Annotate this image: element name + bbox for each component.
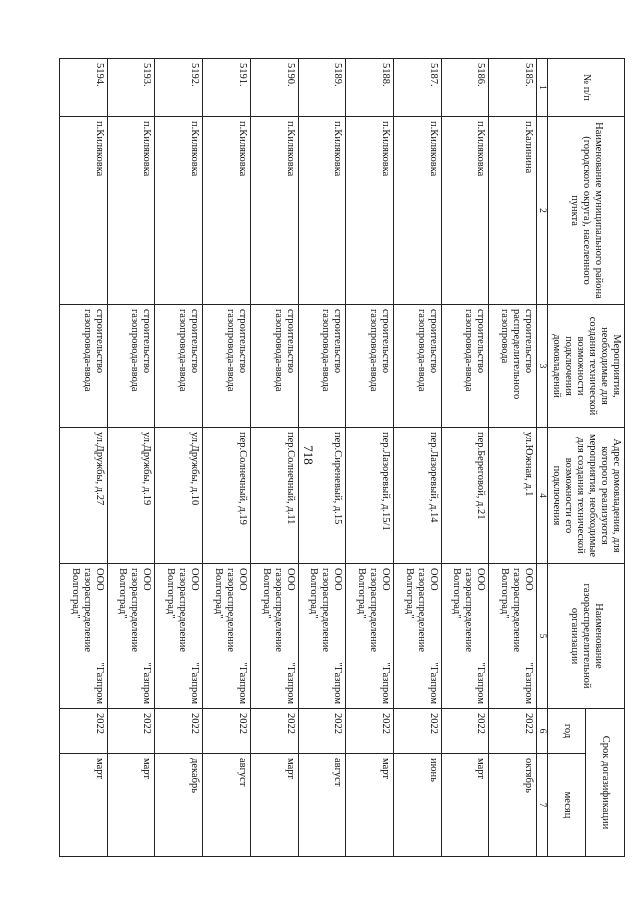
row-number: 5189. — [298, 59, 346, 117]
row-number: 5191. — [203, 59, 251, 117]
column-number: 6 — [537, 709, 548, 754]
row-measure: строительство газопровода-ввода — [298, 305, 346, 428]
header-measures: Мероприятия, необходимые для создания технической возможности подключения домовладений — [548, 305, 625, 428]
row-month: октябрь — [489, 754, 537, 857]
row-address: пер.Лазоревый, д.14 — [393, 428, 441, 564]
table-row — [250, 59, 298, 857]
table-row — [60, 59, 108, 857]
table-row — [298, 59, 346, 857]
row-month: март — [107, 754, 155, 857]
row-org: ООО "Газпром газораспределение Волгоград" — [441, 564, 489, 709]
row-month: март — [346, 754, 394, 857]
header-address: Адрес домовладения, для которого реализуются мероприятия, необходимые для создания технической возможности его подключения — [548, 428, 625, 564]
row-org: ООО "Газпром газораспределение Волгоград" — [107, 564, 155, 709]
row-org: ООО "Газпром газораспределение Волгоград" — [155, 564, 203, 709]
row-month: март — [250, 754, 298, 857]
page-number: 718 — [301, 445, 316, 465]
row-address: ул.Дружбы, д.27 — [60, 428, 108, 564]
row-year: 2022 — [393, 709, 441, 754]
row-address: пер.Солнечный, д.19 — [203, 428, 251, 564]
header-row — [586, 59, 625, 857]
column-number-row — [537, 59, 548, 857]
row-month: март — [60, 754, 108, 857]
row-month: декабрь — [155, 754, 203, 857]
row-org: ООО "Газпром газораспределение Волгоград" — [250, 564, 298, 709]
row-address: пер.Солнечный, д.11 — [250, 428, 298, 564]
row-number: 5186. — [441, 59, 489, 117]
row-month: август — [203, 754, 251, 857]
row-number: 5193. — [107, 59, 155, 117]
row-address: ул.Дружбы, д.10 — [155, 428, 203, 564]
row-address: пер.Сиреневый, д.15 — [298, 428, 346, 564]
gasification-table — [59, 58, 625, 857]
row-year: 2022 — [60, 709, 108, 754]
row-month: август — [298, 754, 346, 857]
row-locality: п.Киляковка — [346, 117, 394, 305]
header-year: год — [548, 709, 587, 754]
row-org: ООО "Газпром газораспределение Волгоград" — [60, 564, 108, 709]
row-locality: п.Калинина — [489, 117, 537, 305]
row-measure: строительство газопровода-ввода — [107, 305, 155, 428]
row-year: 2022 — [155, 709, 203, 754]
row-locality: п.Киляковка — [393, 117, 441, 305]
column-number: 7 — [537, 754, 548, 857]
header-num: № п/п — [548, 59, 625, 117]
column-number: 1 — [537, 59, 548, 117]
column-number: 3 — [537, 305, 548, 428]
row-year: 2022 — [346, 709, 394, 754]
row-number: 5190. — [250, 59, 298, 117]
table-row — [346, 59, 394, 857]
table-row — [155, 59, 203, 857]
header-deadline: Срок догазификации — [586, 709, 625, 857]
row-number: 5187. — [393, 59, 441, 117]
row-locality: п.Киляковка — [203, 117, 251, 305]
row-number: 5185. — [489, 59, 537, 117]
row-address: ул.Южная, д.1 — [489, 428, 537, 564]
row-measure: строительство газопровода-ввода — [155, 305, 203, 428]
table-row — [393, 59, 441, 857]
row-measure: строительство газопровода-ввода — [346, 305, 394, 428]
table-row — [441, 59, 489, 857]
table-row — [107, 59, 155, 857]
row-measure: строительство газопровода-ввода — [393, 305, 441, 428]
row-month: июнь — [393, 754, 441, 857]
row-year: 2022 — [489, 709, 537, 754]
row-locality: п.Киляковка — [250, 117, 298, 305]
row-org: ООО "Газпром газораспределение Волгоград" — [489, 564, 537, 709]
row-locality: п.Киляковка — [60, 117, 108, 305]
row-number: 5188. — [346, 59, 394, 117]
row-year: 2022 — [250, 709, 298, 754]
table-row — [203, 59, 251, 857]
row-number: 5194. — [60, 59, 108, 117]
row-locality: п.Киляковка — [441, 117, 489, 305]
row-measure: строительство газопровода-ввода — [250, 305, 298, 428]
header-month: месяц — [548, 754, 587, 857]
header-org: Наименование газораспределительной организации — [548, 564, 625, 709]
row-org: ООО "Газпром газораспределение Волгоград" — [393, 564, 441, 709]
row-year: 2022 — [107, 709, 155, 754]
row-measure: строительство газопровода-ввода — [441, 305, 489, 428]
column-number: 5 — [537, 564, 548, 709]
row-month: март — [441, 754, 489, 857]
row-year: 2022 — [203, 709, 251, 754]
row-address: ул.Дружбы, д.19 — [107, 428, 155, 564]
row-year: 2022 — [441, 709, 489, 754]
row-address: пер.Лазоревый, д.15/1 — [346, 428, 394, 564]
row-measure: строительство газопровода-ввода — [203, 305, 251, 428]
row-org: ООО "Газпром газораспределение Волгоград" — [298, 564, 346, 709]
row-number: 5192. — [155, 59, 203, 117]
row-org: ООО "Газпром газораспределение Волгоград" — [203, 564, 251, 709]
row-locality: п.Киляковка — [155, 117, 203, 305]
row-measure: строительство распределительного газопровода — [489, 305, 537, 428]
row-address: пер.Береговой, д.21 — [441, 428, 489, 564]
row-year: 2022 — [298, 709, 346, 754]
row-locality: п.Киляковка — [107, 117, 155, 305]
table-row — [489, 59, 537, 857]
row-measure: строительство газопровода-ввода — [60, 305, 108, 428]
row-locality: п.Киляковка — [298, 117, 346, 305]
header-locality: Наименование муниципального района (городского округа), населенного пункта — [548, 117, 625, 305]
column-number: 4 — [537, 428, 548, 564]
row-org: ООО "Газпром газораспределение Волгоград" — [346, 564, 394, 709]
column-number: 2 — [537, 117, 548, 305]
